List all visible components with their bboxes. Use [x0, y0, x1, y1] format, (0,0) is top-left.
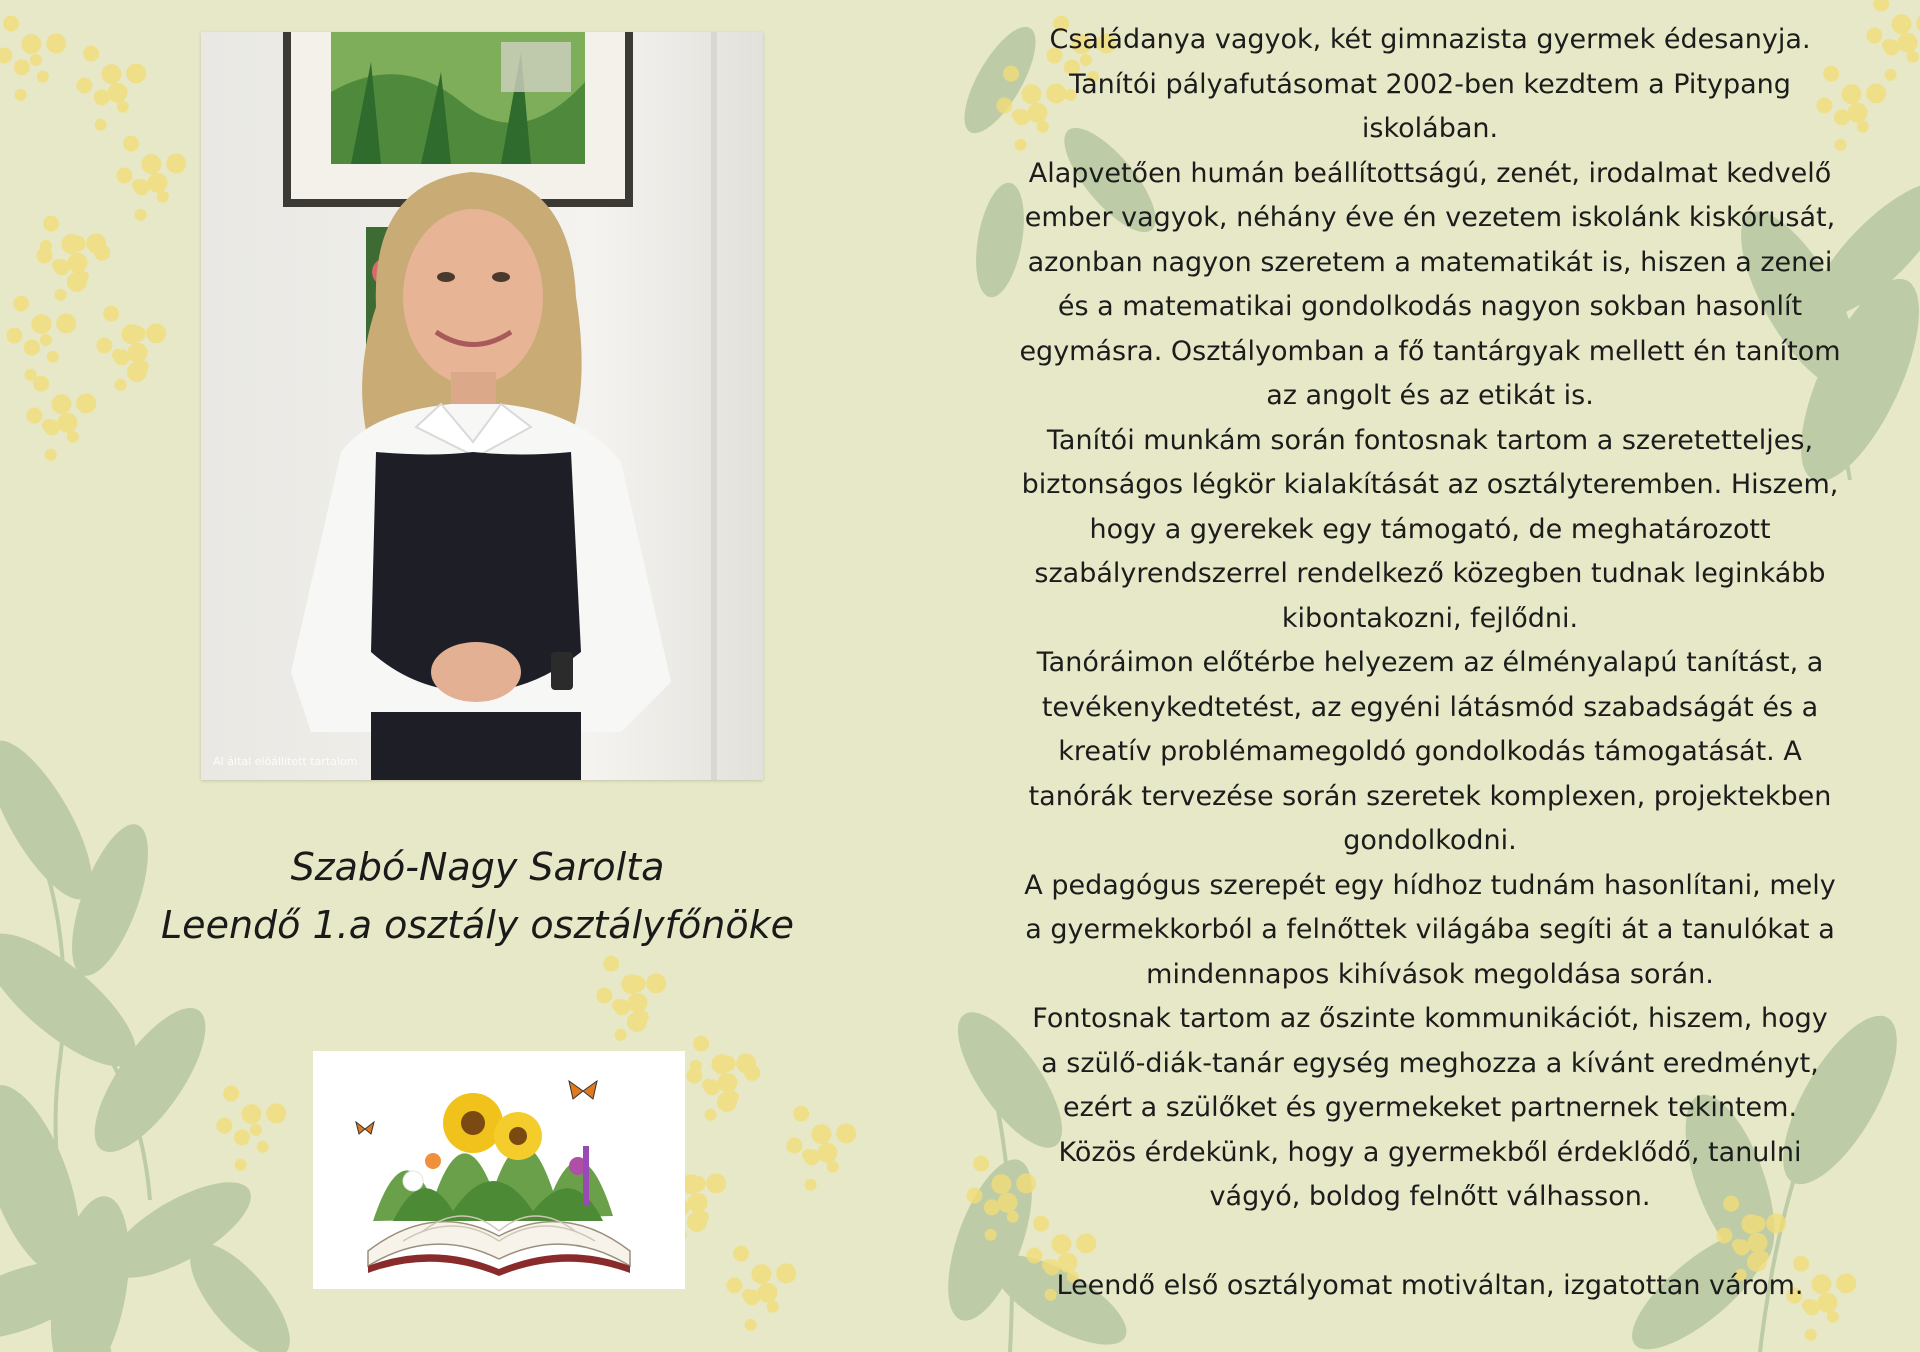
mimosa-flower [112, 349, 124, 361]
intro-text-line: azonban nagyon szeretem a matematikát is, hiszen a zenei [1027, 246, 1833, 278]
mimosa-flower [615, 1029, 627, 1041]
mimosa-flower [31, 314, 51, 334]
mimosa-flower [123, 136, 139, 152]
mimosa-flower [6, 328, 22, 344]
mimosa-flower [693, 1036, 709, 1052]
mimosa-flower [26, 408, 42, 424]
mimosa-flower [811, 1124, 831, 1144]
mimosa-flower [818, 1143, 838, 1163]
intro-text-line: Családanya vagyok, két gimnazista gyermek édesanyja. [1049, 24, 1811, 55]
mimosa-flower [702, 1079, 714, 1091]
mimosa-flower [94, 89, 110, 105]
mimosa-flower [76, 78, 92, 94]
mimosa-flower [76, 393, 96, 413]
mimosa-flower [726, 1278, 742, 1294]
mimosa-flower [720, 1056, 736, 1072]
intro-text-line: hogy a gyerekek egy támogató, de meghatározott [1089, 513, 1771, 545]
mimosa-flower [776, 1263, 796, 1283]
mimosa-flower [67, 272, 87, 292]
intro-text-line: Alapvetően humán beállítottságú, zenét, irodalmat kedvelő [1028, 157, 1832, 189]
mimosa-flower [257, 1141, 269, 1153]
mimosa-flower [751, 1264, 771, 1284]
mimosa-flower [705, 1109, 717, 1121]
mimosa-flower [13, 296, 29, 312]
mimosa-flower [1916, 13, 1920, 33]
mimosa-flower [94, 245, 110, 261]
mimosa-flower [128, 343, 148, 363]
mimosa-flower [234, 1129, 250, 1145]
mimosa-flower [627, 1012, 647, 1032]
mimosa-flower [116, 168, 132, 184]
introduction-paragraphs [958, 18, 1902, 1220]
mimosa-flower [56, 313, 76, 333]
mimosa-flower [42, 419, 54, 431]
teacher-role: Leendő 1.a osztály osztályfőnöke [161, 903, 794, 947]
intro-text-line: tevékenykedtetést, az egyéni látásmód szabadságát és a [1041, 691, 1819, 723]
intro-text-line: Fontosnak tartom az őszinte kommunikációt, hiszem, hogy [1032, 1003, 1828, 1034]
mimosa-flower [24, 339, 40, 355]
mimosa-flower [101, 64, 121, 84]
mimosa-flower [21, 34, 41, 54]
intro-text-line: ember vagyok, néhány éve én vezetem iskolánk kiskórusát, [1024, 202, 1836, 233]
intro-text-line: a gyermekkorból a felnőttek világába segíti át a tanulókat a [1025, 914, 1835, 945]
intro-text-line: az angolt és az etikát is. [1266, 380, 1594, 411]
mimosa-flower [793, 1106, 809, 1122]
mimosa-flower [1873, 0, 1889, 12]
intro-text-line: Tanítói munkám során fontosnak tartom a szeretetteljes, [1046, 424, 1814, 456]
mimosa-flower [733, 1246, 749, 1262]
intro-text-line: mindennapos kihívások megoldása során. [1146, 958, 1714, 990]
teacher-photo [201, 32, 763, 780]
mimosa-flower [52, 259, 64, 271]
mimosa-flower [596, 988, 612, 1004]
mimosa-flower [706, 1173, 726, 1193]
introduction-text [958, 18, 1902, 1309]
intro-text-line: a szülő-diák-tanár egység meghozza a kívánt eredményt, [1041, 1047, 1819, 1079]
intro-text-line: kibontakozni, fejlődni. [1281, 602, 1579, 634]
teacher-name: Szabó-Nagy Sarolta [290, 845, 665, 889]
mimosa-flower [127, 362, 147, 382]
intro-text-line: Tanítói pályafutásomat 2002-ben kezdtem a Pitypang [1069, 68, 1791, 100]
mimosa-flower [216, 1118, 232, 1134]
teacher-name-block [100, 838, 855, 954]
mimosa-flower [758, 1283, 778, 1303]
mimosa-flower [96, 338, 112, 354]
mimosa-flower [37, 71, 49, 83]
mimosa-flower [612, 999, 624, 1011]
mimosa-flower [235, 1159, 247, 1171]
mimosa-flower [718, 1073, 738, 1093]
mimosa-flower [744, 1065, 760, 1081]
intro-text-line: biztonságos légkör kialakítását az osztályteremben. Hiszem, [1021, 469, 1839, 500]
mimosa-flower [68, 253, 88, 273]
mimosa-flower [25, 369, 37, 381]
mimosa-flower [46, 33, 66, 53]
mimosa-flower [40, 240, 52, 252]
mimosa-flower [58, 413, 78, 433]
intro-text-line: gondolkodni. [1343, 825, 1517, 856]
intro-text-line: kreatív problémamegoldó gondolkodás támogatását. A [1058, 736, 1802, 767]
mimosa-flower [70, 236, 86, 252]
mimosa-flower [132, 179, 144, 191]
mimosa-flower [108, 83, 128, 103]
intro-text-line: tanórák tervezése során szeretek komplexen, projektekben [1028, 780, 1832, 812]
mimosa-flower [47, 351, 59, 363]
intro-text-line: Közös érdekünk, hogy a gyermekből érdeklődő, tanulni [1058, 1136, 1802, 1168]
photo-overlay-caption: AI által előállított tartalom [213, 755, 358, 768]
intro-text-line: és a matematikai gondolkodás nagyon sokban hasonlít [1057, 291, 1803, 322]
mimosa-flower [166, 153, 186, 173]
mimosa-flower [51, 394, 71, 414]
mimosa-flower [646, 973, 666, 993]
intro-text-line: vágyó, boldog felnőtt válhasson. [1209, 1181, 1651, 1212]
mimosa-flower [15, 89, 27, 101]
mimosa-flower [30, 54, 42, 66]
mimosa-flower [805, 1179, 817, 1191]
mimosa-flower [836, 1123, 856, 1143]
mimosa-flower [95, 119, 107, 131]
mimosa-flower [130, 326, 146, 342]
mimosa-flower [223, 1086, 239, 1102]
mimosa-flower [250, 1124, 262, 1136]
intro-text-line: szabályrendszerrel rendelkező közegben tudnak leginkább [1034, 558, 1826, 589]
mimosa-flower [688, 1193, 708, 1213]
mimosa-flower [690, 1176, 706, 1192]
intro-text-line: A pedagógus szerepét egy hídhoz tudnám hasonlítani, mely [1024, 869, 1836, 901]
mimosa-flower [135, 209, 147, 221]
mimosa-flower [786, 1138, 802, 1154]
mimosa-flower [745, 1319, 757, 1331]
mimosa-flower [115, 379, 127, 391]
mimosa-flower [3, 16, 19, 32]
mimosa-flower [141, 154, 161, 174]
mimosa-flower [802, 1149, 814, 1161]
intro-text-line: Tanóráimon előtérbe helyezem az élményalapú tanítást, a [1036, 647, 1824, 678]
intro-text-line: ezért a szülőket és gyermekeket partnernek tekintem. [1062, 1092, 1798, 1123]
mimosa-flower [40, 334, 52, 346]
mimosa-flower [103, 306, 119, 322]
mimosa-flower [148, 173, 168, 193]
intro-text-line: iskolában. [1361, 113, 1499, 144]
mimosa-flower [630, 976, 646, 992]
closing-sentence: Leendő első osztályomat motiváltan, izgatottan várom. [1056, 1270, 1804, 1301]
mimosa-flower [628, 993, 648, 1013]
mimosa-flower [43, 216, 59, 232]
paragraph-gap [958, 1220, 1902, 1265]
mimosa-flower [603, 956, 619, 972]
mimosa-flower [146, 323, 166, 343]
mimosa-flower [126, 63, 146, 83]
mimosa-flower [241, 1104, 261, 1124]
mimosa-flower [45, 449, 57, 461]
mimosa-flower [14, 59, 30, 75]
intro-text-line: egymásra. Osztályomban a fő tantárgyak mellett én tanítom [1019, 335, 1841, 367]
mimosa-flower [687, 1212, 707, 1232]
mimosa-flower [1805, 1329, 1817, 1341]
mimosa-flower [690, 1060, 702, 1072]
mimosa-flower [83, 46, 99, 62]
mimosa-flower [742, 1289, 754, 1301]
book-flowers-illustration [313, 1051, 685, 1289]
mimosa-flower [717, 1092, 737, 1112]
mimosa-flower [0, 48, 12, 64]
mimosa-flower [55, 289, 67, 301]
mimosa-flower [266, 1103, 286, 1123]
